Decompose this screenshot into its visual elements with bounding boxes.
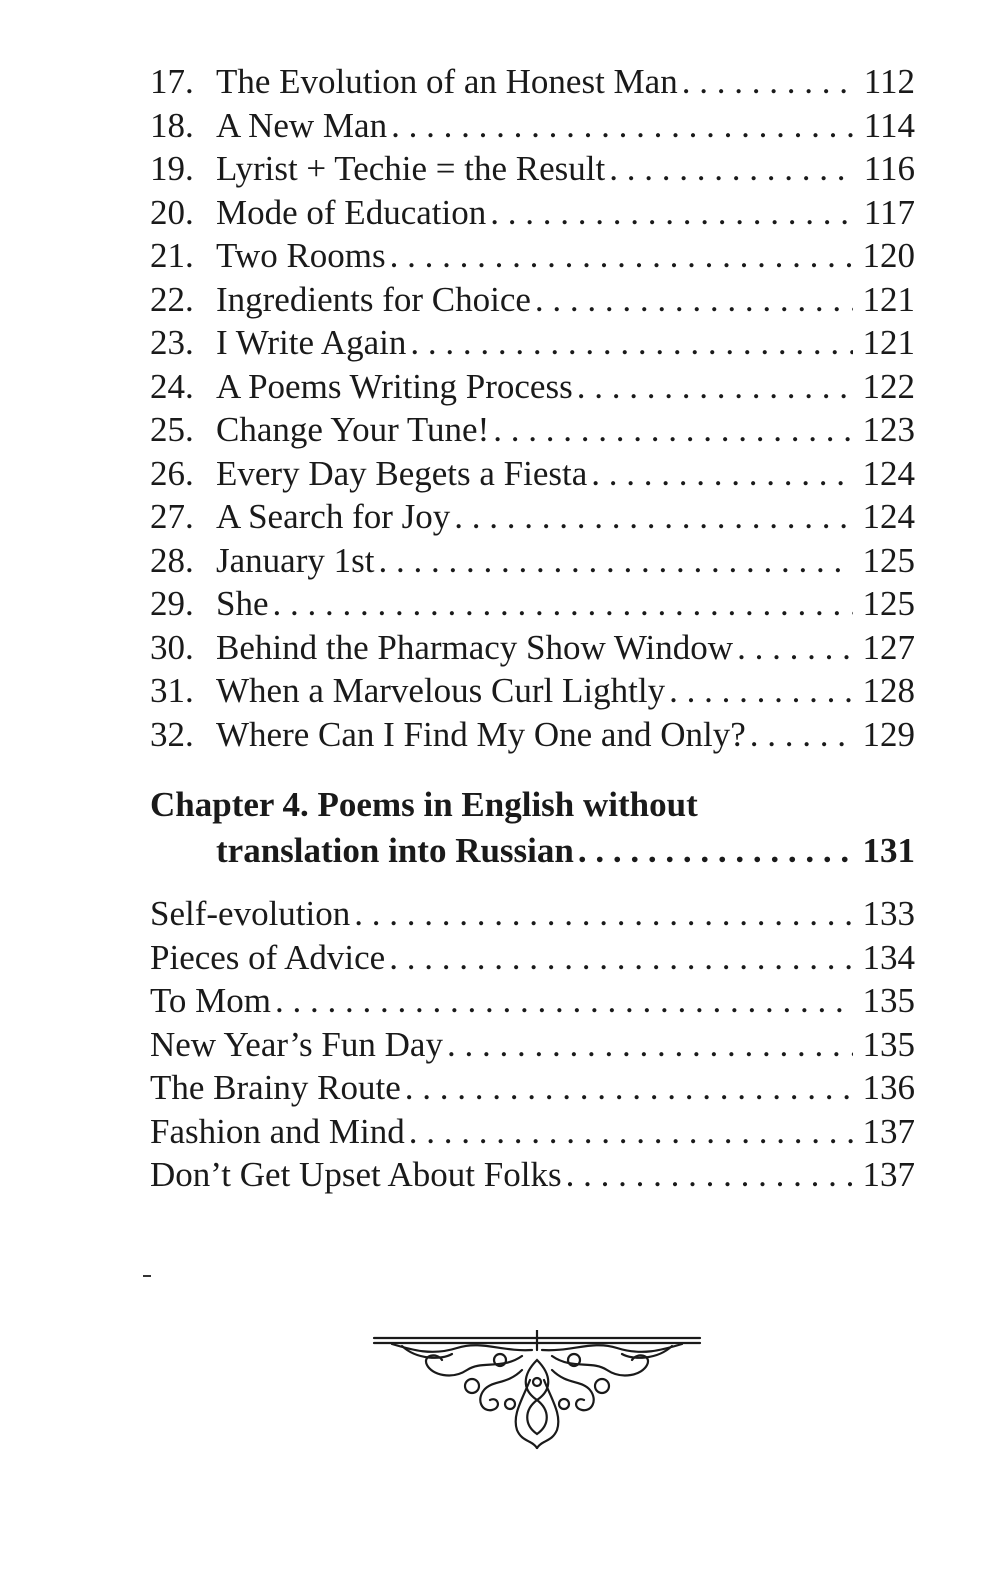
entry-page: 125 [862,540,915,580]
leader-dots [405,1066,853,1110]
toc-entry[interactable] [150,147,915,191]
entry-number: 28. [150,540,194,580]
toc-entry[interactable] [150,452,915,496]
entry-page: 124 [862,453,915,493]
leader-dots [609,147,853,191]
entry-title: Behind the Pharmacy Show Window [216,627,734,667]
entry-page: 134 [862,937,915,977]
entry-title: Where Can I Find My One and Only? [216,714,746,754]
entry-number: 32. [150,714,194,754]
entry-page: 136 [862,1068,915,1107]
leader-dots [273,582,854,626]
toc-entry[interactable] [150,713,915,757]
entry-number: 30. [150,627,194,667]
entry-page: 135 [862,981,915,1020]
leader-dots [591,452,853,496]
toc-entry[interactable] [150,936,915,980]
entry-number: 24. [150,366,194,406]
entry-page: 129 [862,714,915,754]
entry-title: Change Your Tune! [216,410,490,449]
entry-title: Mode of Education [216,192,487,232]
toc-entry[interactable] [150,669,915,713]
toc-entry[interactable] [150,495,915,539]
entry-title: A Poems Writing Process [216,366,573,406]
toc-entry[interactable] [150,278,915,322]
leader-dots [750,713,853,757]
leader-dots [391,104,853,148]
entry-number: 20. [150,192,194,232]
poem-list [150,892,915,1197]
entry-title: The Brainy Route [150,1068,401,1107]
entry-page: 133 [862,894,915,933]
entry-page: 121 [862,279,915,319]
entry-number: 19. [150,149,194,188]
toc-entry[interactable] [150,582,915,626]
toc-entry[interactable] [150,626,915,670]
toc-entry[interactable] [150,539,915,583]
table-of-contents [150,60,915,1197]
toc-entry[interactable] [150,1153,915,1197]
entry-number: 22. [150,279,194,319]
entry-title: Pieces of Advice [150,937,386,977]
stray-mark [143,1275,151,1277]
toc-entry[interactable] [150,1023,915,1067]
leader-dots [447,1023,853,1067]
leader-dots [390,234,853,278]
entry-page: 137 [862,1111,915,1151]
entry-number: 26. [150,453,194,493]
leader-dots [409,1110,853,1154]
toc-entry[interactable] [150,892,915,936]
toc-entry[interactable] [150,1066,915,1110]
entry-number: 29. [150,584,194,623]
leader-dots [410,321,853,365]
leader-dots [354,892,853,936]
entry-title: To Mom [150,981,272,1020]
toc-entry[interactable] [150,1110,915,1154]
entry-page: 114 [863,105,915,145]
entry-title: A Search for Joy [216,497,451,536]
chapter-title-line2: translation into Russian [216,831,574,870]
entry-page: 120 [862,236,915,275]
toc-entry[interactable] [150,365,915,409]
chapter-page: 131 [862,831,915,870]
entry-page: 112 [863,62,915,101]
entry-title: Every Day Begets a Fiesta [216,453,588,493]
entry-number: 27. [150,497,194,536]
toc-entry[interactable] [150,321,915,365]
entry-page: 123 [862,410,915,449]
entry-title: Lyrist + Techie = the Result [216,149,606,188]
entry-page: 122 [862,366,915,406]
entry-number: 18. [150,105,194,145]
entry-page: 121 [862,323,915,362]
entry-page: 128 [862,671,915,710]
entry-number: 21. [150,236,194,275]
entry-title: Self-evolution [150,894,351,933]
entry-title: She [216,584,269,623]
entry-number: 23. [150,323,194,362]
leader-dots [454,495,853,539]
toc-entry[interactable] [150,979,915,1023]
entry-page: 116 [863,149,915,188]
entry-title: I Write Again [216,323,407,362]
leader-dots [275,979,853,1023]
entry-page: 125 [862,584,915,623]
floral-ornament-icon [372,1330,702,1450]
entry-title: Don’t Get Upset About Folks [150,1155,562,1194]
toc-entry[interactable] [150,234,915,278]
entry-title: New Year’s Fun Day [150,1024,443,1064]
leader-dots [669,669,853,713]
entry-page: 135 [862,1024,915,1064]
entry-number: 31. [150,671,194,710]
leader-dots [378,539,853,583]
entry-page: 124 [862,497,915,536]
entry-title: January 1st [216,540,375,580]
entry-title: A New Man [216,105,388,145]
entry-number: 17. [150,62,194,101]
leader-dots [737,626,853,670]
entry-title: Fashion and Mind [150,1111,405,1151]
leader-dots [535,278,853,322]
toc-entry[interactable] [150,191,915,235]
entry-title: Two Rooms [216,236,386,275]
leader-dots [389,936,853,980]
leader-dots [578,828,853,874]
leader-dots [682,60,853,104]
chapter-heading[interactable] [150,782,915,874]
entry-title: When a Marvelous Curl Lightly [216,671,666,710]
entry-page: 127 [862,627,915,667]
entry-title: Ingredients for Choice [216,279,531,319]
leader-dots [566,1153,853,1197]
leader-dots [577,365,853,409]
toc-entry[interactable] [150,408,915,452]
entry-number: 25. [150,410,194,449]
toc-entry[interactable] [150,60,915,104]
toc-entry[interactable] [150,104,915,148]
entry-page: 117 [863,192,915,232]
leader-dots [493,408,853,452]
leader-dots [490,191,853,235]
chapter-title-line1: Chapter 4. Poems in English without [150,785,698,824]
entry-page: 137 [862,1155,915,1194]
entry-title: The Evolution of an Honest Man [216,62,678,101]
